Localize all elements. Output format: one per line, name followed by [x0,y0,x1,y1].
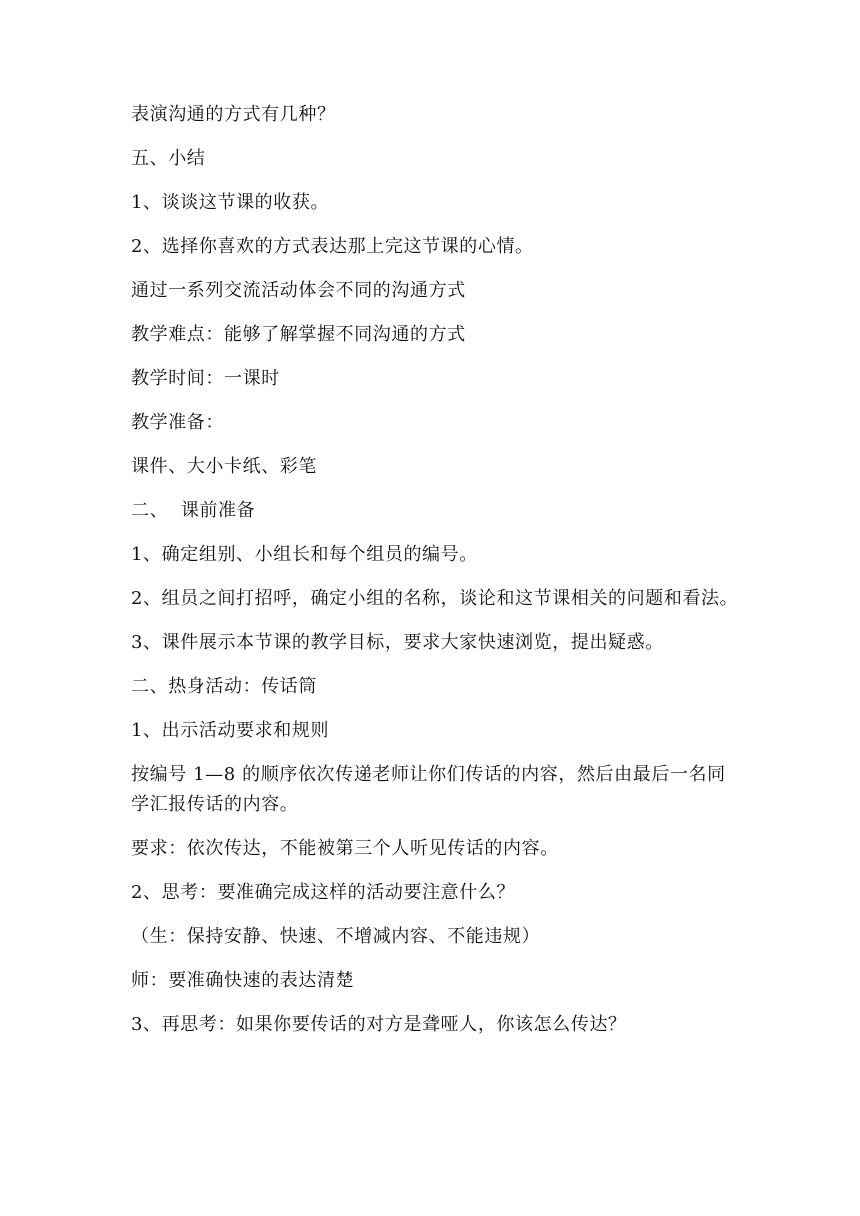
paragraph: 通过一系列交流活动体会不同的沟通方式 [131,280,466,301]
paragraph: 教学准备： [131,412,224,433]
section-heading: 二、 课前准备 [131,500,256,521]
paragraph: 1、出示活动要求和规则 [131,720,330,741]
paragraph: 1、确定组别、小组长和每个组员的编号。 [131,544,478,565]
paragraph: 2、思考：要准确完成这样的活动要注意什么？ [131,882,516,903]
paragraph: 教学时间：一课时 [131,368,280,389]
paragraph: （生：保持安静、快速、不增减内容、不能违规） [131,926,541,947]
section-heading: 五、小结 [131,148,206,169]
paragraph: 1、谈谈这节课的收获。 [131,192,330,213]
paragraph: 3、课件展示本节课的教学目标，要求大家快速浏览，提出疑惑。 [131,632,664,653]
paragraph: 按编号 1—8 的顺序依次传递老师让你们传话的内容，然后由最后一名同学汇报传话的内容。 [131,764,726,815]
document-body [131,100,741,1054]
paragraph: 教学难点：能够了解掌握不同沟通的方式 [131,324,466,345]
paragraph: 2、组员之间打招呼，确定小组的名称，谈论和这节课相关的问题和看法。 [131,588,739,609]
section-heading: 二、热身活动：传话筒 [131,676,317,697]
paragraph: 课件、大小卡纸、彩笔 [131,456,317,477]
paragraph: 表演沟通的方式有几种？ [131,104,336,125]
paragraph: 要求：依次传达，不能被第三个人听见传话的内容。 [131,838,559,859]
paragraph: 3、再思考：如果你要传话的对方是聋哑人，你该怎么传达？ [131,1014,627,1035]
paragraph: 2、选择你喜欢的方式表达那上完这节课的心情。 [131,236,534,257]
paragraph: 师：要准确快速的表达清楚 [131,970,355,991]
